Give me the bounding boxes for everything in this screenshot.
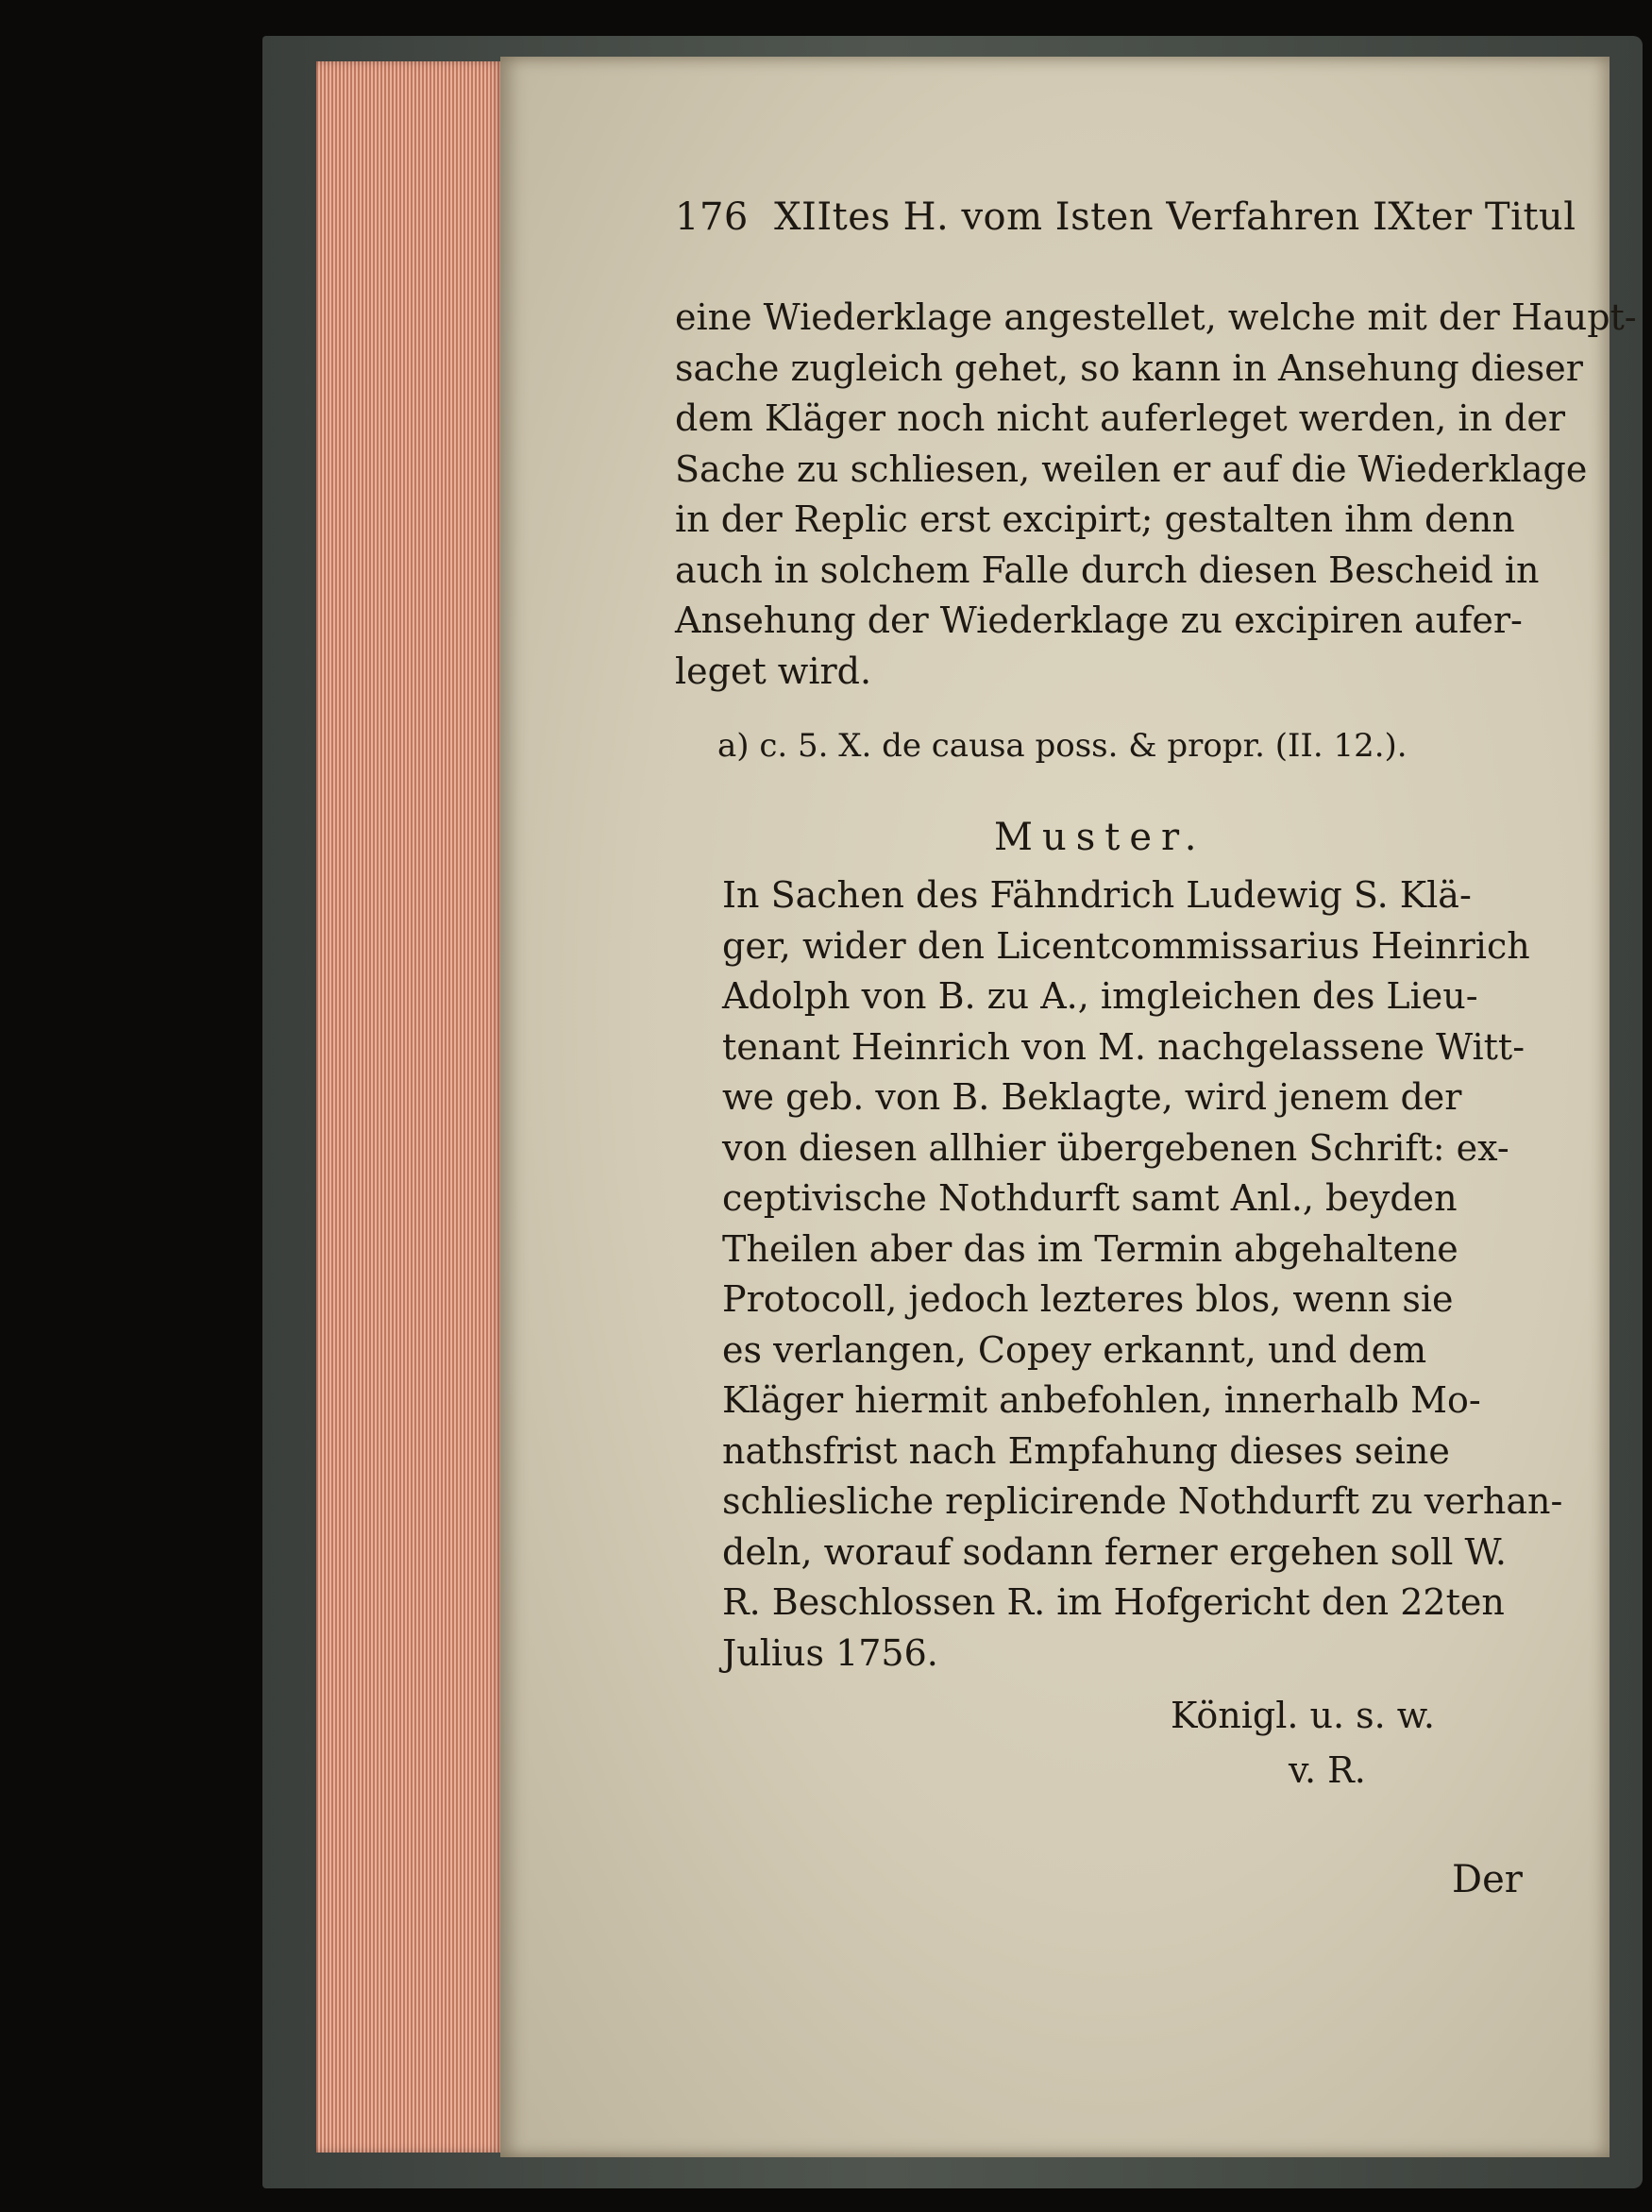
- muster-line: Adolph von B. zu A., imgleichen des Lieu-: [722, 975, 1478, 1017]
- running-title: XIItes H. vom Isten Verfahren IXter Titul: [774, 195, 1576, 239]
- body-line: eine Wiederklage angestellet, welche mit der Haupt-: [675, 296, 1637, 338]
- muster-line: Kläger hiermit anbefohlen, innerhalb Mo-: [722, 1379, 1481, 1421]
- muster-line: ger, wider den Licentcommissarius Heinrich: [722, 924, 1530, 967]
- muster-line: ceptivische Nothdurft samt Anl., beyden: [722, 1177, 1458, 1219]
- body-paragraph: [675, 293, 1637, 697]
- muster-line: es verlangen, Copey erkannt, und dem: [722, 1328, 1427, 1371]
- footnote: a) c. 5. X. de causa poss. & propr. (II. 12.).: [717, 727, 1408, 765]
- body-line: in der Replic erst excipirt; gestalten ihm denn: [675, 498, 1515, 540]
- muster-line: R. Beschlossen R. im Hofgericht den 22ten: [722, 1581, 1505, 1623]
- muster-line: In Sachen des Fähndrich Ludewig S. Klä-: [722, 874, 1472, 916]
- page-number: 176: [675, 195, 749, 239]
- muster-line: Julius 1756.: [722, 1631, 938, 1674]
- muster-paragraph: [722, 870, 1562, 1679]
- body-line: Sache zu schliesen, weilen er auf die Wiederklage: [675, 447, 1588, 490]
- body-line: dem Kläger noch nicht auferleget werden, in der: [675, 397, 1566, 439]
- signature: Königl. u. s. w.: [1171, 1695, 1435, 1736]
- body-line: leget wird.: [675, 650, 872, 692]
- catchword: Der: [1452, 1858, 1523, 1901]
- muster-line: we geb. von B. Beklagte, wird jenem der: [722, 1076, 1462, 1118]
- muster-line: Protocoll, jedoch lezteres blos, wenn sie: [722, 1278, 1454, 1320]
- running-header: [675, 195, 1576, 239]
- muster-line: tenant Heinrich von M. nachgelassene Witt-: [722, 1025, 1526, 1068]
- body-line: sache zugleich gehet, so kann in Ansehung dieser: [675, 346, 1583, 389]
- page-edges: [316, 61, 505, 2153]
- muster-line: schliesliche replicirende Nothdurft zu verhan-: [722, 1480, 1563, 1522]
- body-line: auch in solchem Falle durch diesen Bescheid in: [675, 549, 1540, 591]
- muster-line: deln, worauf sodann ferner ergehen soll W.: [722, 1530, 1507, 1573]
- body-line: Ansehung der Wiederklage zu excipiren aufer-: [675, 599, 1523, 641]
- signature-initials: v. R.: [1289, 1749, 1366, 1791]
- muster-line: Theilen aber das im Termin abgehaltene: [722, 1227, 1458, 1270]
- muster-line: nathsfrist nach Empfahung dieses seine: [722, 1429, 1450, 1472]
- muster-line: von diesen allhier übergebenen Schrift: ex-: [722, 1126, 1509, 1169]
- section-heading: Muster.: [994, 816, 1206, 859]
